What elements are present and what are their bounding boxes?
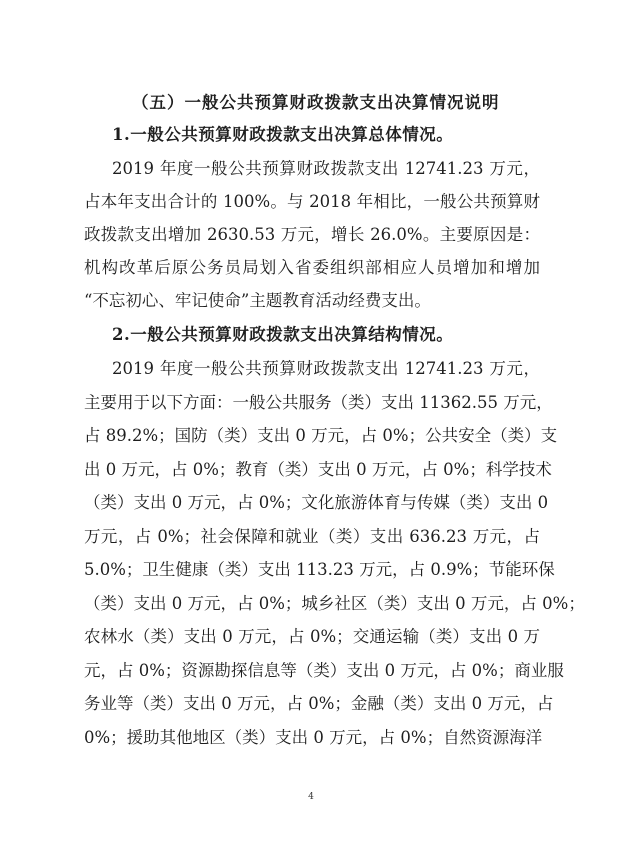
paragraph-2-line-5: （类）支出 0 万元，占 0%；文化旅游体育与传媒（类）支出 0 [84, 493, 549, 512]
paragraph-1-line-3: 政拨款支出增加 2630.53 万元，增长 26.0%。主要原因是： [84, 225, 540, 244]
section-title: （五）一般公共预算财政拨款支出决算情况说明 [132, 93, 500, 112]
paragraph-1-line-1: 2019 年度一般公共预算财政拨款支出 12741.23 万元， [112, 159, 540, 178]
paragraph-1-line-4: 机构改革后原公务员局划入省委组织部相应人员增加和增加 [84, 258, 540, 277]
paragraph-2-line-8: （类）支出 0 万元，占 0%；城乡社区（类）支出 0 万元，占 0%； [84, 594, 585, 613]
paragraph-1-line-5: “不忘初心、牢记使命”主题教育活动经费支出。 [84, 291, 431, 310]
paragraph-1-line-2: 占本年支出合计的 100%。与 2018 年相比，一般公共预算财 [84, 192, 540, 211]
paragraph-2-line-10: 元，占 0%；资源勘探信息等（类）支出 0 万元，占 0%；商业服 [84, 661, 564, 680]
paragraph-2-line-11: 务业等（类）支出 0 万元，占 0%；金融（类）支出 0 万元，占 [84, 694, 554, 713]
paragraph-2-line-1: 2019 年度一般公共预算财政拨款支出 12741.23 万元， [112, 359, 540, 378]
subsection-2-heading: 2.一般公共预算财政拨款支出决算结构情况。 [112, 325, 454, 344]
page-number: 4 [308, 792, 314, 802]
paragraph-2-line-2: 主要用于以下方面：一般公共服务（类）支出 11362.55 万元， [84, 393, 553, 412]
subsection-1-heading: 1.一般公共预算财政拨款支出决算总体情况。 [112, 125, 454, 144]
paragraph-2-line-4: 出 0 万元，占 0%；教育（类）支出 0 万元，占 0%；科学技术 [84, 460, 552, 479]
paragraph-2-line-3: 占 89.2%；国防（类）支出 0 万元，占 0%；公共安全（类）支 [84, 426, 558, 445]
paragraph-2-line-9: 农林水（类）支出 0 万元，占 0%；交通运输（类）支出 0 万 [84, 627, 540, 646]
paragraph-2-line-6: 万元，占 0%；社会保障和就业（类）支出 636.23 万元，占 [84, 527, 540, 546]
paragraph-2-line-7: 5.0%；卫生健康（类）支出 113.23 万元，占 0.9%；节能环保 [84, 560, 555, 579]
paragraph-2-line-12: 0%；援助其他地区（类）支出 0 万元，占 0%；自然资源海洋 [84, 728, 543, 747]
